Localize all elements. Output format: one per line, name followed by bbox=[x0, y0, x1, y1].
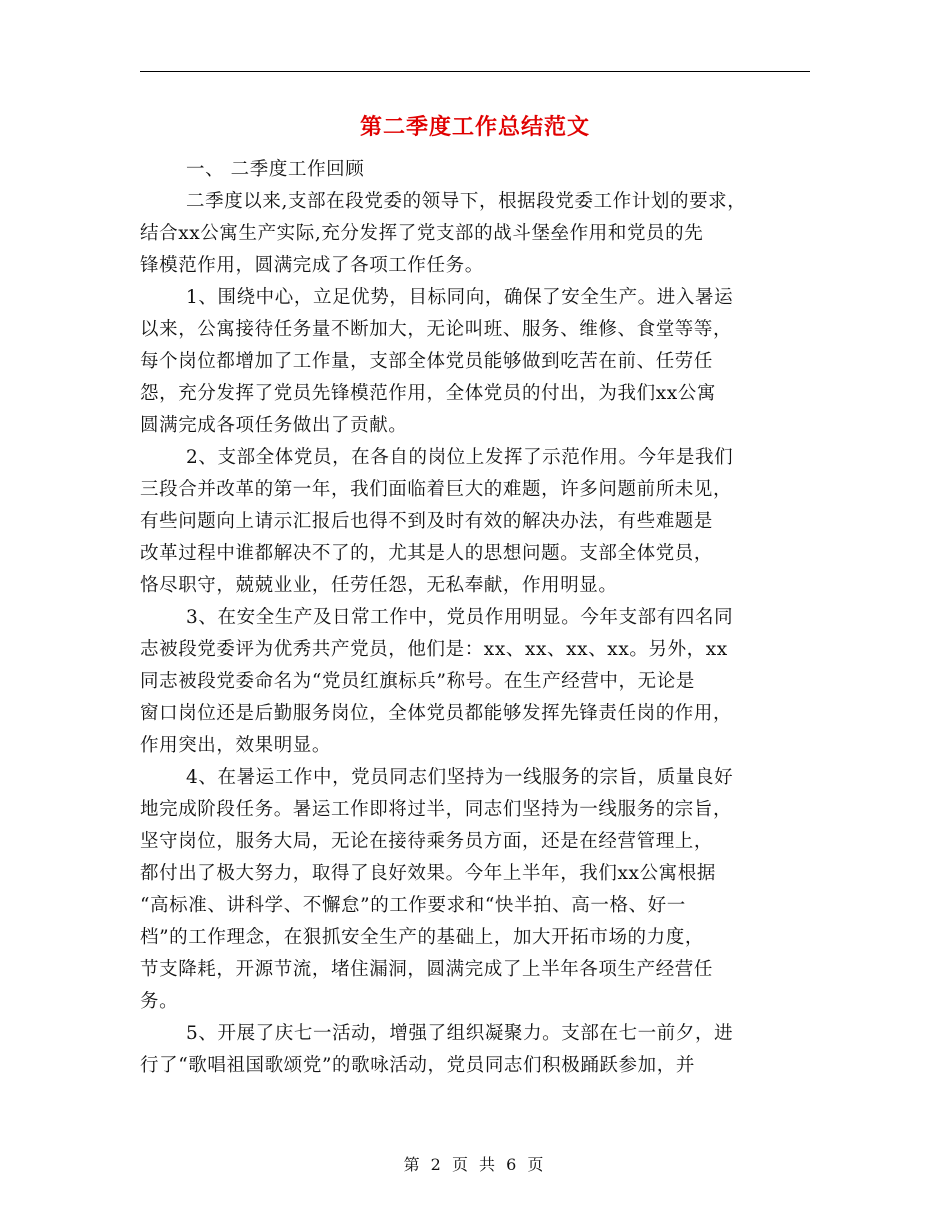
text-line: 锋模范作用，圆满完成了各项工作任务。 bbox=[140, 255, 484, 276]
text-line: 三段合并改革的第一年，我们面临着巨大的难题，许多问题前所未见， bbox=[140, 479, 733, 500]
text-line: “高标准、讲科学、不懈怠”的工作要求和“快半拍、高一格、好一 bbox=[140, 895, 686, 916]
document-body bbox=[140, 154, 810, 1082]
text-line: 档”的工作理念，在狠抓安全生产的基础上，加大开拓市场的力度， bbox=[140, 927, 704, 948]
header-rule bbox=[140, 71, 810, 72]
text-line: 3、在安全生产及日常工作中，党员作用明显。今年支部有四名同 bbox=[186, 607, 734, 628]
text-line: 坚守岗位，服务大局，无论在接待乘务员方面，还是在经营管理上， bbox=[140, 831, 714, 852]
text-line: 1、围绕中心，立足优势，目标同向，确保了安全生产。进入暑运 bbox=[186, 287, 734, 308]
text-line: 4、在暑运工作中，党员同志们坚持为一线服务的宗旨，质量良好 bbox=[186, 767, 734, 788]
text-line: 都付出了极大努力，取得了良好效果。今年上半年，我们xx公寓根据 bbox=[140, 863, 716, 884]
document-title: 第二季度工作总结范文 bbox=[359, 115, 590, 140]
text-line: 二季度以来,支部在段党委的领导下，根据段党委工作计划的要求， bbox=[186, 191, 747, 212]
text-line: 地完成阶段任务。暑运工作即将过半，同志们坚持为一线服务的宗旨， bbox=[140, 799, 733, 820]
text-line: 每个岗位都增加了工作量，支部全体党员能够做到吃苦在前、任劳任 bbox=[140, 351, 714, 372]
text-line: 节支降耗，开源节流，堵住漏洞，圆满完成了上半年各项生产经营任 bbox=[140, 959, 714, 980]
page-footer: 第 2 页 共 6 页 bbox=[403, 1155, 547, 1174]
text-line: 怨，充分发挥了党员先锋模范作用，全体党员的付出，为我们xx公寓 bbox=[140, 383, 716, 404]
text-line: 志被段党委评为优秀共产党员，他们是：xx、xx、xx、xx。另外，xx bbox=[140, 639, 728, 660]
text-line: 结合xx公寓生产实际,充分发挥了党支部的战斗堡垒作用和党员的先 bbox=[140, 223, 704, 244]
text-line: 务。 bbox=[140, 991, 179, 1012]
text-line: 以来，公寓接待任务量不断加大，无论叫班、服务、维修、食堂等等， bbox=[140, 319, 733, 340]
text-line: 恪尽职守，兢兢业业，任劳任怨，无私奉献，作用明显。 bbox=[140, 575, 618, 596]
text-line: 同志被段党委命名为“党员红旗标兵”称号。在生产经营中，无论是 bbox=[140, 671, 695, 692]
text-line: 2、支部全体党员，在各自的岗位上发挥了示范作用。今年是我们 bbox=[186, 447, 734, 468]
text-line: 窗口岗位还是后勤服务岗位，全体党员都能够发挥先锋责任岗的作用， bbox=[140, 703, 733, 724]
text-line: 行了“歌唱祖国歌颂党”的歌咏活动，党员同志们积极踊跃参加，并 bbox=[140, 1055, 695, 1076]
text-line: 作用突出，效果明显。 bbox=[140, 735, 332, 756]
text-line: 圆满完成各项任务做出了贡献。 bbox=[140, 415, 408, 436]
text-line: 有些问题向上请示汇报后也得不到及时有效的解决办法，有些难题是 bbox=[140, 511, 714, 532]
text-line: 改革过程中谁都解决不了的，尤其是人的思想问题。支部全体党员， bbox=[140, 543, 714, 564]
text-line: 5、开展了庆七一活动，增强了组织凝聚力。支部在七一前夕，进 bbox=[186, 1023, 734, 1044]
text-line: 一、 二季度工作回顾 bbox=[186, 159, 365, 180]
